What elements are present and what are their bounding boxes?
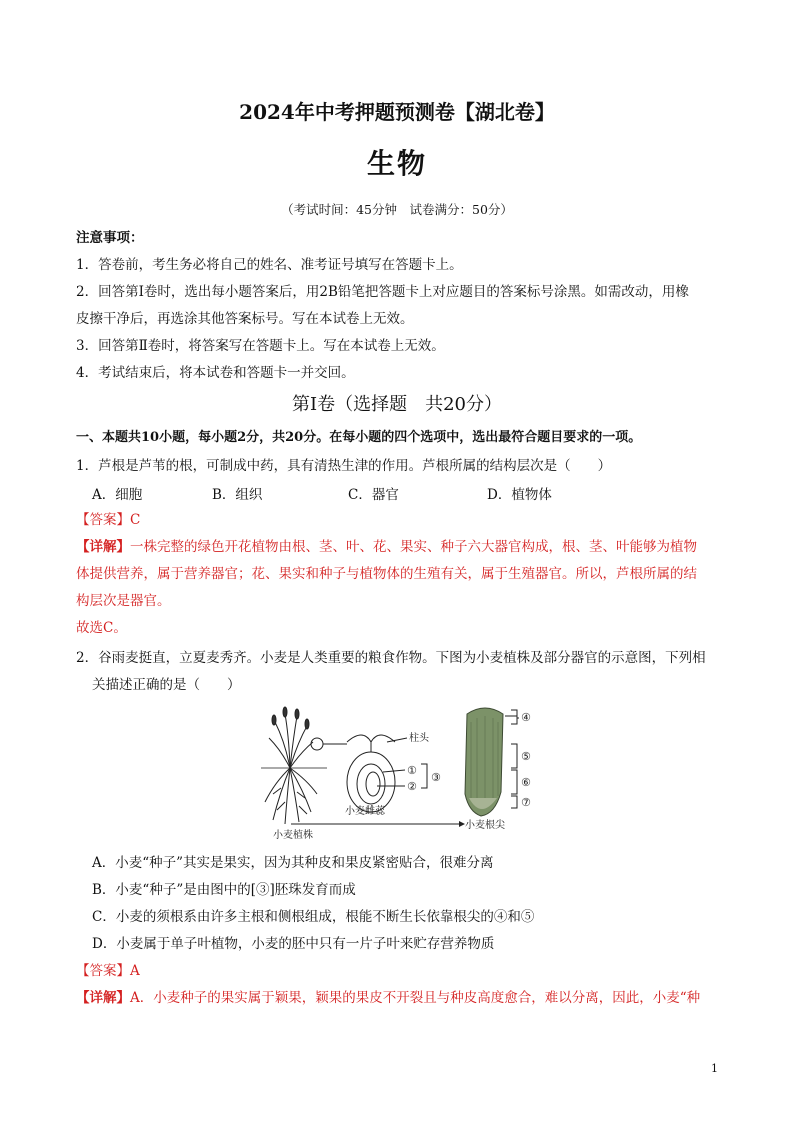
q2-stem-line1: 2．谷雨麦挺直，立夏麦秀齐。小麦是人类重要的粮食作物。下图为小麦植株及部分器官的示意图，下列相 [76, 650, 706, 666]
q2-option-b: B．小麦“种子”是由图中的[③]胚珠发育而成 [92, 882, 356, 898]
q2-option-c: C．小麦的须根系由许多主根和侧根组成，根能不断生长依靠根尖的④和⑤ [92, 909, 535, 925]
pistil-label: 小麦雌蕊 [345, 806, 385, 817]
marker-7: ⑦ [521, 796, 531, 809]
notes-heading: 注意事项： [76, 230, 144, 246]
marker-6: ⑥ [521, 776, 531, 789]
note-item: 3．回答第Ⅱ卷时，将答案写在答题卡上。写在本试卷上无效。 [76, 338, 445, 354]
marker-3: ③ [431, 771, 441, 784]
note-item: 1．答卷前，考生务必将自己的姓名、准考证号填写在答题卡上。 [76, 257, 463, 273]
wheat-figure [255, 702, 545, 842]
q2-stem-line2: 关描述正确的是（ ） [92, 677, 241, 693]
q2-option-d: D．小麦属于单子叶植物，小麦的胚中只有一片子叶来贮存营养物质 [92, 936, 495, 952]
note-item: 皮擦干净后，再选涂其他答案标号。写在本试卷上无效。 [76, 311, 414, 327]
marker-1: ① [407, 764, 417, 777]
plant-label: 小麦植株 [273, 830, 313, 841]
root-tip-brackets [505, 710, 519, 808]
q1-explanation-line3: 构层次是器官。 [76, 593, 171, 609]
q1-option-b: B．组织 [212, 487, 263, 503]
paper-title: 2024年中考押题预测卷【湖北卷】 [239, 100, 555, 124]
root-tip-drawing [465, 708, 503, 816]
q1-options [0, 483, 794, 503]
q1-option-c: C．器官 [348, 487, 399, 503]
section-title: 第Ⅰ卷（选择题 共20分） [291, 394, 502, 415]
explain-label: 【详解】 [76, 990, 130, 1006]
q1-option-d: D．植物体 [487, 487, 552, 503]
q1-option-a: A．细胞 [92, 487, 143, 503]
subject-title: 生物 [366, 147, 427, 180]
q1-conclusion: 故选C。 [76, 620, 127, 636]
q1-explanation-line2: 体提供营养，属于营养器官；花、果实和种子与植物体的生殖有关，属于生殖器官。所以，芦根所属的结 [76, 566, 697, 582]
wheat-plant-drawing [261, 707, 347, 824]
stigma-label: 柱头 [409, 733, 429, 744]
q2-answer: 【答案】A [76, 963, 140, 979]
q1-stem: 1．芦根是芦苇的根，可制成中药，具有清热生津的作用。芦根所属的结构层次是（ ） [76, 458, 612, 474]
marker-5: ⑤ [521, 750, 531, 763]
section-instruction: 一、本题共10小题，每小题2分，共20分。在每小题的四个选项中，选出最符合题目要求的一项。 [76, 430, 642, 445]
marker-2: ② [407, 780, 417, 793]
root-tip-label: 小麦根尖 [465, 820, 505, 831]
q2-option-a: A．小麦“种子”其实是果实，因为其种皮和果皮紧密贴合，很难分离 [92, 855, 494, 871]
q1-explanation-line1: 【详解】一株完整的绿色开花植物由根、茎、叶、花、果实、种子六大器官构成，根、茎、叶能够为植物 [76, 539, 697, 555]
q1-answer: 【答案】C [76, 512, 141, 528]
explain-label: 【详解】 [76, 539, 130, 555]
marker-4: ④ [521, 711, 531, 724]
exam-time-info: （考试时间：45分钟 试卷满分：50分） [281, 202, 513, 217]
note-item: 2．回答第Ⅰ卷时，选出每小题答案后，用2B铅笔把答题卡上对应题目的答案标号涂黑。如需改动，用橡 [76, 284, 689, 300]
q2-explanation-line1: 【详解】A．小麦种子的果实属于颖果，颖果的果皮不开裂且与种皮高度愈合，难以分离，因此，小麦“种 [76, 990, 701, 1006]
note-item: 4．考试结束后，将本试卷和答题卡一并交回。 [76, 365, 355, 381]
page-number: 1 [711, 1062, 718, 1075]
